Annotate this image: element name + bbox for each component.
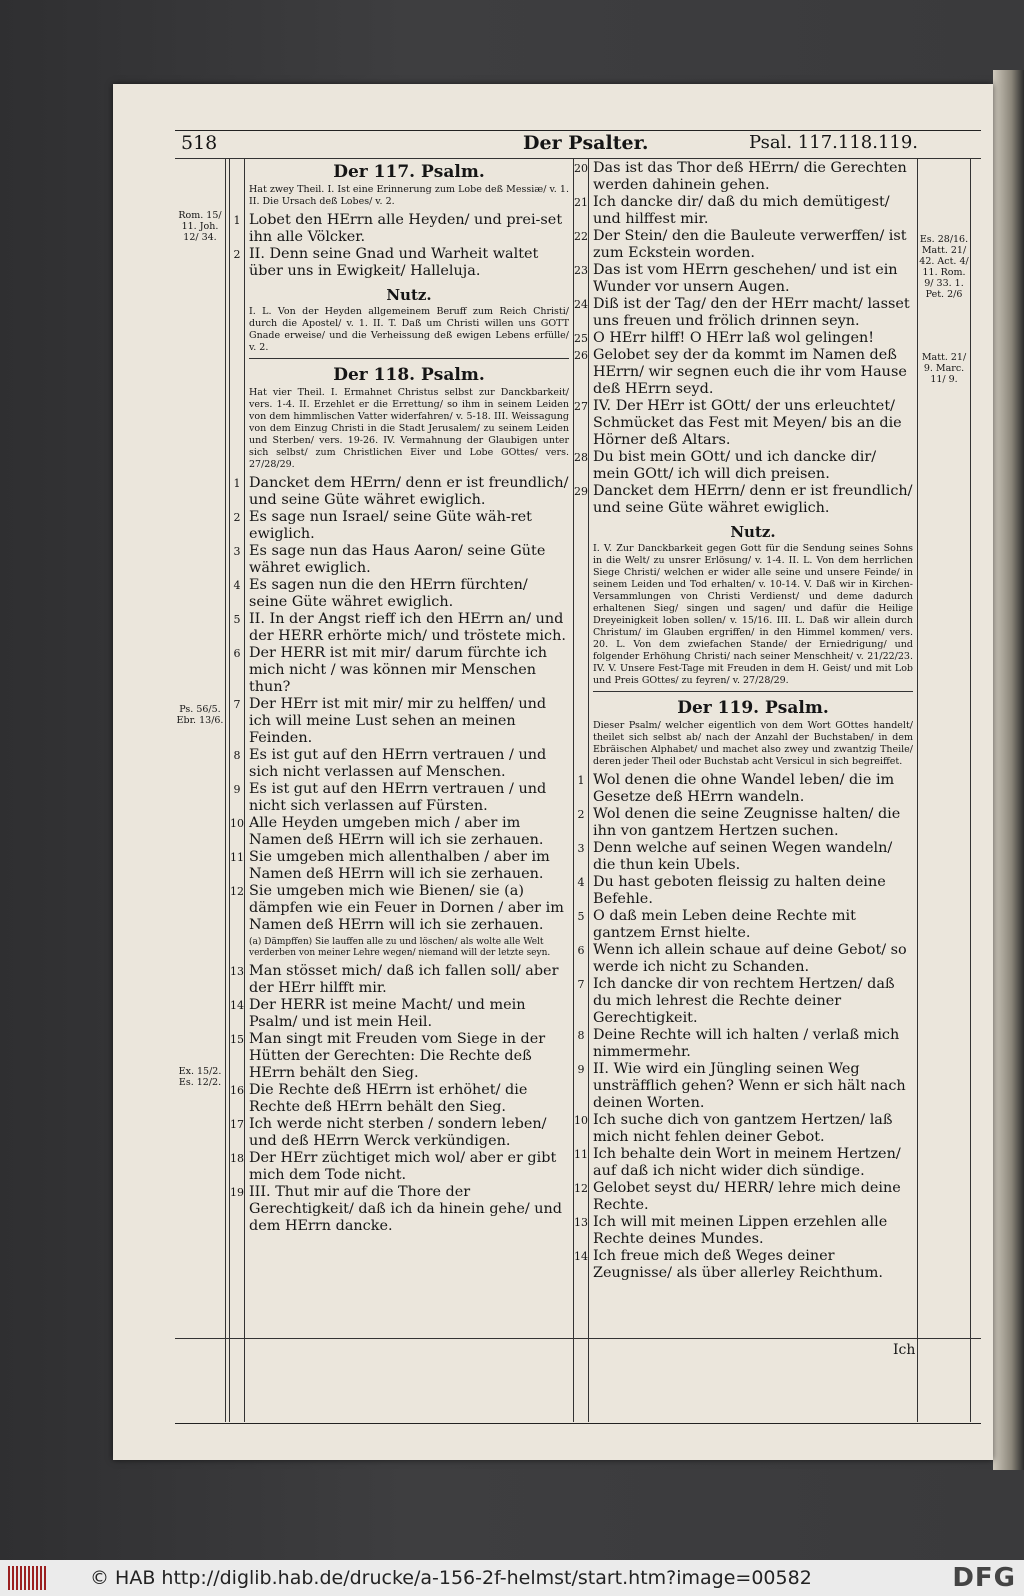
psalm-119-summary: Dieser Psalm/ welcher eigentlich von dem Wort GOttes handelt/ theilet sich selbst ab/ nach der Anzahl der Buchstaben/ in dem Ebräischen Alphabet/ und machet also zwey und zwantzig Theile/ deren jeder Theil oder Buchstab acht Versicul in sich begreiffet. (593, 720, 913, 767)
verse-number: 17 (230, 1118, 244, 1131)
source-url[interactable]: © HAB http://diglib.hab.de/drucke/a-156-2f-helmst/start.htm?image=00582 (90, 1567, 812, 1589)
nutz-text: I. V. Zur Danckbarkeit gegen Gott für die Sendung seines Sohns in die Welt/ zu unsrer Erlösung/ v. 1-4. II. L. Von dem herrlichen Siege Christi/ welchen er wider alle seine und unsere Feinde/ in seinem Leiden und Tod erhalten/ v. 10-14. V. Daß wir in Kirchen-Versammlungen von Christi Verdienst/ und deme dadurch erhaltenen Sieg/ singen und sagen/ und dafür die Heilige Dreyeinigkeit loben sollen/ v. 15/16. III. L. Daß wir allein durch Christum/ im Glauben ergriffen/ in den Himmel kommen/ vers. 20. L. Von dem zwiefachen Stande/ der Erniedrigung/ und folgender Erhöhung Christi/ nach seiner Menschheit/ v. 21/22/23. IV. V. Unsere Fest-Tage mit Freuden in dem H. Geist/ und mit Lob und Preis GOttes/ zu feyren/ v. 27/28/29. (593, 543, 913, 686)
verse-text: Es ist gut auf den HErrn vertrauen / und sich nicht verlassen auf Menschen. (249, 747, 547, 780)
verse (233, 543, 569, 577)
verse-text: Wol denen die seine Zeugnisse halten/ die ihn von gantzem Hertzen suchen. (593, 806, 901, 839)
verse-number: 11 (574, 1148, 588, 1161)
verse-number: 23 (574, 264, 588, 277)
verse-number: 7 (233, 698, 241, 711)
running-title: Der Psalter. (523, 132, 649, 154)
verse-text: II. Denn seine Gnad und Warheit waltet über uns in Ewigkeit/ Halleluja. (249, 246, 539, 279)
verse-number: 6 (233, 647, 241, 660)
verse-text: Der HErr ist mit mir/ mir zu helffen/ und ich will meine Lust sehen an meinen Feinden. (249, 696, 547, 746)
verse-text: Denn welche auf seinen Wegen wandeln/ die thun kein Ubels. (593, 840, 893, 873)
nutz-heading: Nutz. (730, 523, 776, 541)
verse (574, 1180, 913, 1214)
footnote: (a) Dämpffen) Sie lauffen alle zu und löschen/ als wolte alle Welt verderben von meiner Lehre wegen/ niemand will der letzte seyn. (249, 937, 551, 958)
verse-number: 14 (574, 1250, 588, 1263)
verse (574, 1146, 913, 1180)
verse-text: Du hast geboten fleissig zu halten deine Befehle. (593, 874, 886, 907)
verse-number: 5 (577, 910, 585, 923)
verse-number: 12 (230, 885, 244, 898)
verse-number: 14 (230, 999, 244, 1012)
verse-number: 5 (233, 613, 241, 626)
verse-number: 3 (233, 545, 241, 558)
verse (574, 262, 913, 296)
verse-text: Es sage nun Israel/ seine Güte wäh-ret ewiglich. (249, 509, 532, 542)
verse (577, 1027, 913, 1061)
verse-number: 25 (574, 332, 588, 345)
margin-note-left-1: Rom. 15/ 11. Joh. 12/ 34. (178, 210, 222, 243)
verse-text: Ich freue mich deß Weges deiner Zeugnisse/ als über allerley Reichthum. (593, 1248, 883, 1281)
verse-number: 9 (577, 1063, 585, 1076)
verse (577, 840, 913, 874)
left-column (230, 160, 569, 1235)
margin-note-left-3: Ex. 15/2. Es. 12/2. (178, 1066, 222, 1088)
verse (233, 781, 569, 815)
verse (574, 194, 913, 228)
verse-text: Wol denen die ohne Wandel leben/ die im Gesetze deß HErrn wandeln. (593, 772, 895, 805)
verse (574, 483, 913, 517)
verse-text: Lobet den HErrn alle Heyden/ und prei-set ihn alle Völcker. (249, 212, 563, 245)
verse-text: Ich will mit meinen Lippen erzehlen alle Rechte deines Mundes. (593, 1214, 888, 1247)
verse-text: II. Wie wird ein Jüngling seinen Weg unsträfflich gehen? Wenn er sich hält nach deinen Worten. (593, 1061, 906, 1111)
verse-text: Der Stein/ den die Bauleute verwerffen/ ist zum Eckstein worden. (593, 228, 907, 261)
verse-text: Ich dancke dir von rechtem Hertzen/ daß du mich lehrest die Rechte deiner Gerechtigkeit. (593, 976, 895, 1026)
verse (230, 1082, 569, 1116)
verse (574, 228, 913, 262)
verse (577, 976, 913, 1027)
verse (574, 1214, 913, 1248)
verse-number: 11 (230, 851, 244, 864)
verse-number: 18 (230, 1152, 244, 1165)
verse-number: 3 (577, 842, 585, 855)
hab-logo-icon (8, 1566, 48, 1590)
book-page (113, 84, 993, 1460)
verse-text: O HErr hilff! O HErr laß wol gelingen! (593, 330, 875, 346)
margin-note-left-2: Ps. 56/5. Ebr. 13/6. (176, 704, 224, 726)
verse-text: Deine Rechte will ich halten / verlaß mich nimmermehr. (593, 1027, 900, 1060)
verse (574, 347, 913, 398)
verse (233, 645, 569, 696)
verse-number: 13 (230, 965, 244, 978)
verse (574, 449, 913, 483)
verse-number: 1 (233, 214, 241, 227)
verse-text: Diß ist der Tag/ den der HErr macht/ lasset uns freuen und frölich drinnen seyn. (593, 296, 910, 329)
verse-text: Das ist vom HErrn geschehen/ und ist ein Wunder vor unsern Augen. (593, 262, 898, 295)
verse (233, 611, 569, 645)
verse (577, 908, 913, 942)
verse-number: 1 (577, 774, 585, 787)
verse-text: Dancket dem HErrn/ denn er ist freundlich/ und seine Güte währet ewiglich. (249, 475, 569, 508)
verse (233, 212, 569, 246)
verse (577, 772, 913, 806)
verse-number: 22 (574, 230, 588, 243)
nutz-text: I. L. Von der Heyden allgemeinem Beruff zum Reich Christi/ durch die Apostel/ v. 1. II. T. Daß um Christi willen uns GOTT Gnade erweise/ und die Verheissung deß ewigen Lebens erfülle/ v. 2. (249, 306, 569, 353)
verse-text: Wenn ich allein schaue auf deine Gebot/ so werde ich nicht zu Schanden. (593, 942, 907, 975)
verse-number: 21 (574, 196, 588, 209)
psalm-119-title: Der 119. Psalm. (677, 698, 829, 718)
verse-text: Du bist mein GOtt/ und ich dancke dir/ mein GOtt/ ich will dich preisen. (593, 449, 877, 482)
verse (230, 849, 569, 883)
verse (574, 398, 913, 449)
verse (233, 696, 569, 747)
verse (233, 577, 569, 611)
verse-number: 2 (233, 248, 241, 261)
dfg-logo: DFG (952, 1563, 1016, 1593)
psalm-118-summary: Hat vier Theil. I. Ermahnet Christus selbst zur Danckbarkeit/ vers. 1-4. II. Erzehlet er die Errettung/ so ihm in seinem Leiden von dem himmlischen Vatter widerfahren/ v. 5-18. III. Weissagung von dem Einzug Christi in die Stadt Jerusalem/ zu seinem Leiden und Sterben/ vers. 19-26. IV. Vermahnung der Glaubigen unter sich selbst/ zum Christlichen Eiver und Lobe GOttes/ vers. 27/28/29. (249, 387, 569, 470)
verse-text: Es ist gut auf den HErrn vertrauen / und nicht sich verlassen auf Fürsten. (249, 781, 547, 814)
verse (230, 1184, 569, 1235)
verse-number: 27 (574, 400, 588, 413)
verse-number: 8 (233, 749, 241, 762)
verse-text: Der HERR ist mit mir/ darum fürchte ich mich nicht / was können mir Menschen thun? (249, 645, 548, 695)
verse-number: 2 (233, 511, 241, 524)
verse-number: 16 (230, 1084, 244, 1097)
verse-number: 28 (574, 451, 588, 464)
verse-text: Das ist das Thor deß HErrn/ die Gerechten werden dahinein gehen. (593, 160, 907, 193)
verse-text: III. Thut mir auf die Thore der Gerechtigkeit/ daß ich da hinein gehe/ und dem HErrn dancke. (249, 1184, 563, 1234)
verse-text: Sie umgeben mich wie Bienen/ sie (a) dämpfen wie ein Feuer in Dornen / aber im Namen deß HErrn will ich sie zerhauen. (249, 883, 564, 933)
verse-text: Ich suche dich von gantzem Hertzen/ laß mich nicht fehlen deiner Gebot. (593, 1112, 893, 1145)
verse-text: Man stösset mich/ daß ich fallen soll/ aber der HErr hilfft mir. (249, 963, 559, 996)
verse-text: II. In der Angst rieff ich den HErrn an/ und der HERR erhörte mich/ und tröstete mich. (249, 611, 566, 644)
verse (230, 997, 569, 1031)
verse-number: 4 (233, 579, 241, 592)
page-number: 518 (181, 132, 218, 154)
verse-text: Der HErr züchtiget mich wol/ aber er gibt mich dem Tode nicht. (249, 1150, 557, 1183)
margin-note-right-1: Es. 28/16. Matt. 21/ 42. Act. 4/ 11. Rom. 9/ 33. 1. Pet. 2/6 (919, 234, 969, 300)
verse (577, 942, 913, 976)
verse (230, 883, 569, 934)
verse-number: 15 (230, 1033, 244, 1046)
verse-number: 29 (574, 485, 588, 498)
verse-text: Ich behalte dein Wort in meinem Hertzen/ auf daß ich nicht wider dich sündige. (593, 1146, 901, 1179)
verse-number: 10 (230, 817, 244, 830)
verse (230, 1031, 569, 1082)
verse-number: 9 (233, 783, 241, 796)
verse (574, 296, 913, 330)
verse-text: IV. Der HErr ist GOtt/ der uns erleuchtet/ Schmücket das Fest mit Meyen/ bis an die Hörner deß Altars. (593, 398, 902, 448)
verse (230, 1150, 569, 1184)
verse-text: Es sagen nun die den HErrn fürchten/ seine Güte währet ewiglich. (249, 577, 528, 610)
verse-text: Dancket dem HErrn/ denn er ist freundlich/ und seine Güte währet ewiglich. (593, 483, 913, 516)
verse-number: 7 (577, 978, 585, 991)
verse (233, 475, 569, 509)
verse-text: Gelobet seyst du/ HERR/ lehre mich deine Rechte. (593, 1180, 901, 1213)
psalm-117-summary: Hat zwey Theil. I. Ist eine Erinnerung zum Lobe deß Messiæ/ v. 1. II. Die Ursach deß Lobes/ v. 2. (249, 184, 569, 207)
verse-number: 2 (577, 808, 585, 821)
verse-text: O daß mein Leben deine Rechte mit gantzem Ernst hielte. (593, 908, 856, 941)
verse (230, 1116, 569, 1150)
verse-number: 6 (577, 944, 585, 957)
verse (233, 509, 569, 543)
page-edge (993, 70, 1024, 1470)
verse (574, 330, 913, 347)
verse (233, 747, 569, 781)
verse-number: 13 (574, 1216, 588, 1229)
verse-number: 19 (230, 1186, 244, 1199)
verse-number: 4 (577, 876, 585, 889)
verse (577, 874, 913, 908)
verse (230, 815, 569, 849)
verse-text: Der HERR ist meine Macht/ und mein Psalm/ und ist mein Heil. (249, 997, 526, 1030)
verse-text: Es sage nun das Haus Aaron/ seine Güte währet ewiglich. (249, 543, 546, 576)
verse (577, 1061, 913, 1112)
verse (577, 806, 913, 840)
verse-text: Die Rechte deß HErrn ist erhöhet/ die Rechte deß HErrn behält den Sieg. (249, 1082, 528, 1115)
verse-number: 24 (574, 298, 588, 311)
verse-text: Ich dancke dir/ daß du mich demütigest/ und hilffest mir. (593, 194, 890, 227)
verse (233, 246, 569, 280)
verse (574, 1248, 913, 1282)
verse-number: 8 (577, 1029, 585, 1042)
verse-number: 1 (233, 477, 241, 490)
verse-text: Sie umgeben mich allenthalben / aber im Namen deß HErrn will ich sie zerhauen. (249, 849, 550, 882)
verse-text: Gelobet sey der da kommt im Namen deß HErrn/ wir segnen euch die ihr vom Hause deß HErrn seyd. (593, 347, 907, 397)
viewer-footer (0, 1560, 1024, 1596)
psalm-range: Psal. 117.118.119. (749, 132, 919, 153)
verse-text: Ich werde nicht sterben / sondern leben/ und deß HErrn Werck verkündigen. (249, 1116, 547, 1149)
verse (230, 963, 569, 997)
verse (574, 1112, 913, 1146)
nutz-heading: Nutz. (386, 286, 432, 304)
verse-text: Man singt mit Freuden vom Siege in der Hütten der Gerechten: Die Rechte deß HErrn behält den Sieg. (249, 1031, 546, 1081)
verse (574, 160, 913, 194)
verse-number: 12 (574, 1182, 588, 1195)
psalm-118-title: Der 118. Psalm. (333, 365, 485, 385)
psalm-117-title: Der 117. Psalm. (333, 162, 485, 182)
verse-number: 26 (574, 349, 588, 362)
catchword: Ich (893, 1342, 916, 1358)
verse-text: Alle Heyden umgeben mich / aber im Namen deß HErrn will ich sie zerhauen. (249, 815, 544, 848)
verse-number: 10 (574, 1114, 588, 1127)
margin-note-right-2: Matt. 21/ 9. Marc. 11/ 9. (921, 352, 967, 385)
right-column (574, 160, 913, 1282)
verse-number: 20 (574, 162, 588, 175)
